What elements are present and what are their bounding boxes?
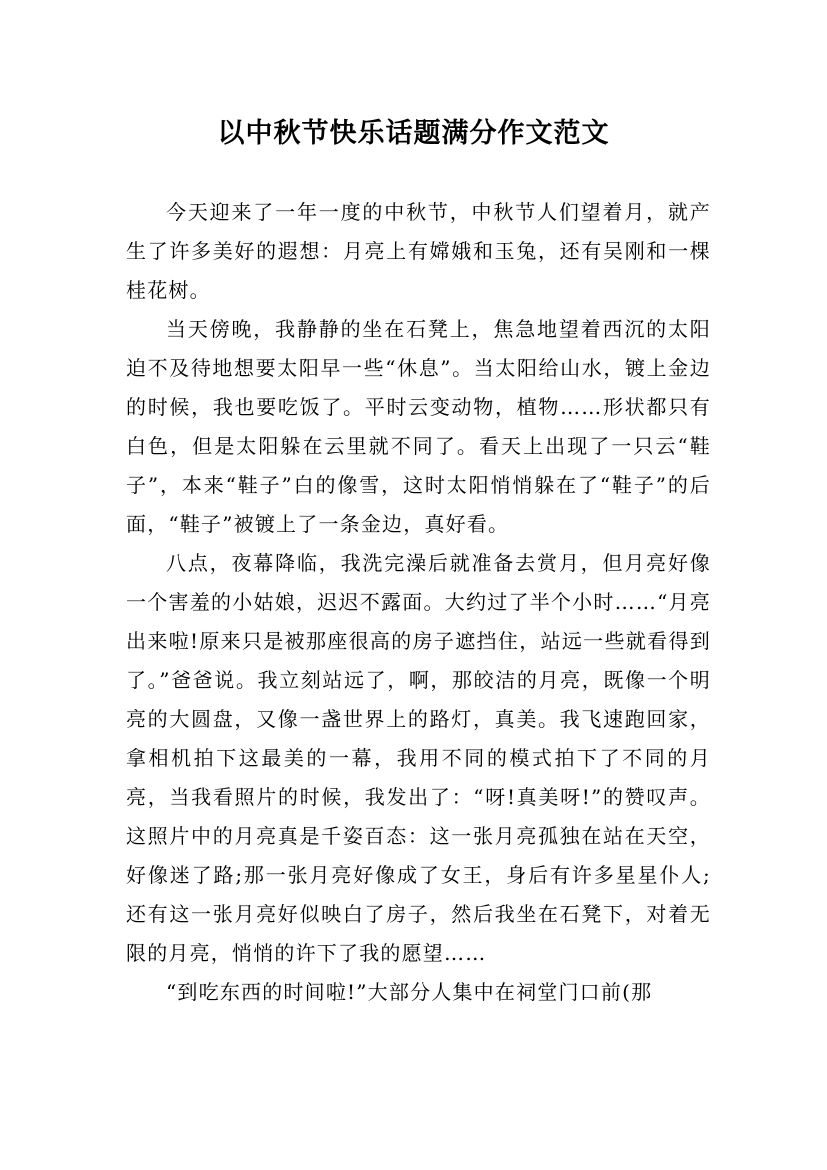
paragraph-3: 八点，夜幕降临，我洗完澡后就准备去赏月，但月亮好像一个害羞的小姑娘，迟迟不露面。大约过了半个小时……“月亮出来啦!原来只是被那座很高的房子遮挡住，站远一些就看得到了。”爸爸说。我立刻站远了，啊，那皎洁的月亮，既像一个明亮的大圆盘，又像一盏世界上的路灯，真美。我飞速跑回家，拿相机拍下这最美的一幕，我用不同的模式拍下了不同的月亮，当我看照片的时候，我发出了：“呀!真美呀!”的赞叹声。这照片中的月亮真是千姿百态：这一张月亮孤独在站在天空，好像迷了路;那一张月亮好像成了女王，身后有许多星星仆人;还有这一张月亮好似映白了房子，然后我坐在石凳下，对着无限的月亮，悄悄的许下了我的愿望…… [126, 551, 711, 965]
paragraph-2: 当天傍晚，我静静的坐在石凳上，焦急地望着西沉的太阳迫不及待地想要太阳早一些“休息”。当太阳给山水，镀上金边的时候，我也要吃饭了。平时云变动物，植物……形状都只有白色，但是太阳躲在云里就不同了。看天上出现了一只云“鞋子”，本来“鞋子”白的像雪，这时太阳悄悄躲在了“鞋子”的后面，“鞋子”被镀上了一条金边，真好看。 [126, 317, 711, 536]
document-body [126, 193, 711, 1012]
paragraph-4: “到吃东西的时间啦!”大部分人集中在祠堂门口前(那 [166, 980, 653, 1004]
document-title: 以中秋节快乐话题满分作文范文 [217, 118, 610, 150]
paragraph-1: 今天迎来了一年一度的中秋节，中秋节人们望着月，就产生了许多美好的遐想：月亮上有嫦娥和玉兔，还有吴刚和一棵桂花树。 [126, 200, 711, 302]
